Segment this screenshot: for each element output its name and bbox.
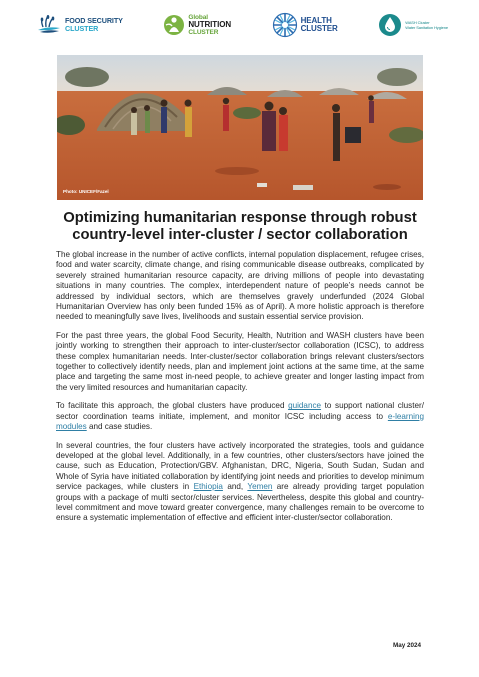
food-security-logo-text bbox=[65, 17, 123, 33]
paragraph-4-text-3: are already providing target population groups with a package of multi sector/cluster services. Nevertheless, despite this global and country-level commitment and move toward greater convergence, many challenges remain to be overcome to ensure a systematic implementation of effective and efficient inter-cluster/sector collaboration. bbox=[56, 482, 424, 523]
paragraph-4-text-1: In several countries, the four clusters have actively incorporated the strategies, tools and guidance developed at the global level. Additionally, in a few countries, other clusters/sectors have joined the cause, such as Education, Protection/GBV. Afghanistan, DRC, Nigeria, South Sudan, Sudan and Whole of Syria have initiated collaboration by identifying joint needs and priorities to develop minimum service packages, while clusters in bbox=[56, 440, 424, 492]
globe-burst-icon bbox=[272, 12, 298, 38]
cluster-logos-header bbox=[36, 6, 448, 44]
wash-cluster-logo bbox=[378, 13, 448, 37]
yemen-link[interactable]: Yemen bbox=[247, 482, 273, 492]
camp-photo-illustration bbox=[57, 55, 423, 200]
global-nutrition-cluster-logo bbox=[163, 13, 231, 37]
paragraph-4-text-2: and, bbox=[222, 482, 248, 492]
e-learning-modules-link[interactable]: e-learning modules bbox=[56, 411, 424, 432]
health-cluster-logo-line2: CLUSTER bbox=[300, 24, 338, 33]
health-cluster-logo-line1: HEALTH bbox=[300, 15, 332, 25]
paragraph-3-text-2: to support national cluster/ sector coordination teams initiate, implement, and monitor ICSC including access to bbox=[56, 401, 424, 421]
global-nutrition-logo-line1: Global bbox=[188, 14, 208, 22]
document-title-line1: Optimizing humanitarian response through robust bbox=[63, 210, 417, 226]
paragraph-3-text-3: and case studies. bbox=[86, 422, 153, 432]
global-nutrition-logo-line2: NUTRITION bbox=[188, 20, 232, 30]
food-security-logo-line1: FOOD SECURITY bbox=[65, 16, 123, 25]
camp-photo bbox=[57, 55, 423, 200]
global-nutrition-logo-line3: CLUSTER bbox=[188, 28, 219, 36]
paragraph-1: The global increase in the number of active conflicts, internal population displacement, refugee crises, food and water scarcity, climate change, and rising communicable disease outbreaks, complicated by severely strained humanitarian resource capacity, are driving millions of people into devastating situations in many countries. The complex, interdependent nature of people’s needs cannot be addressed by individual sectors, which are themselves gravely underfunded (2024 Global Humanitarian Overview has only been funded 15% as of April). A more holistic approach is therefore needed to meaningfully save lives, livelihoods and sustain essential service provision. bbox=[56, 250, 424, 322]
photo-credit: Photo: UNICEF/Fazel bbox=[63, 189, 109, 194]
ethiopia-link[interactable]: Ethiopia bbox=[193, 482, 223, 492]
document-title-line2: country-level inter-cluster / sector collaboration bbox=[72, 227, 408, 243]
document-body bbox=[56, 250, 424, 532]
document-title bbox=[40, 210, 440, 244]
wash-cluster-logo-line2: Water Sanitation Hygiene bbox=[405, 25, 448, 30]
paragraph-3-text-1: To facilitate this approach, the global clusters have produced bbox=[56, 401, 289, 411]
food-security-logo-line2: CLUSTER bbox=[65, 24, 99, 33]
global-nutrition-logo-text bbox=[188, 14, 231, 36]
wash-cluster-logo-text bbox=[405, 20, 448, 30]
health-cluster-logo-text bbox=[301, 17, 338, 34]
health-cluster-logo bbox=[272, 12, 338, 38]
guidance-link[interactable]: guidance bbox=[288, 401, 322, 411]
food-security-cluster-logo bbox=[36, 14, 123, 36]
wash-cluster-logo-line1: WASH Cluster bbox=[405, 20, 430, 25]
wheat-icon bbox=[36, 14, 62, 36]
publication-date: May 2024 bbox=[393, 642, 422, 649]
nutrition-figure-icon bbox=[163, 13, 185, 37]
paragraph-4 bbox=[56, 441, 424, 524]
paragraph-3 bbox=[56, 401, 424, 432]
water-drop-icon bbox=[378, 13, 402, 37]
paragraph-2: For the past three years, the global Food Security, Health, Nutrition and WASH clusters have been jointly working to strengthen their approach to inter-cluster/sector collaboration (ICSC), to address these complex humanitarian needs. Inter-cluster/sector collaboration brings relevant clusters/sectors together to collectively identify needs, plan and implement joint actions at the same time, at the same place and targeting the same most in-need people, to achieve greater and longer lasting impact from the very limited resources and humanitarian capacity. bbox=[56, 330, 424, 392]
